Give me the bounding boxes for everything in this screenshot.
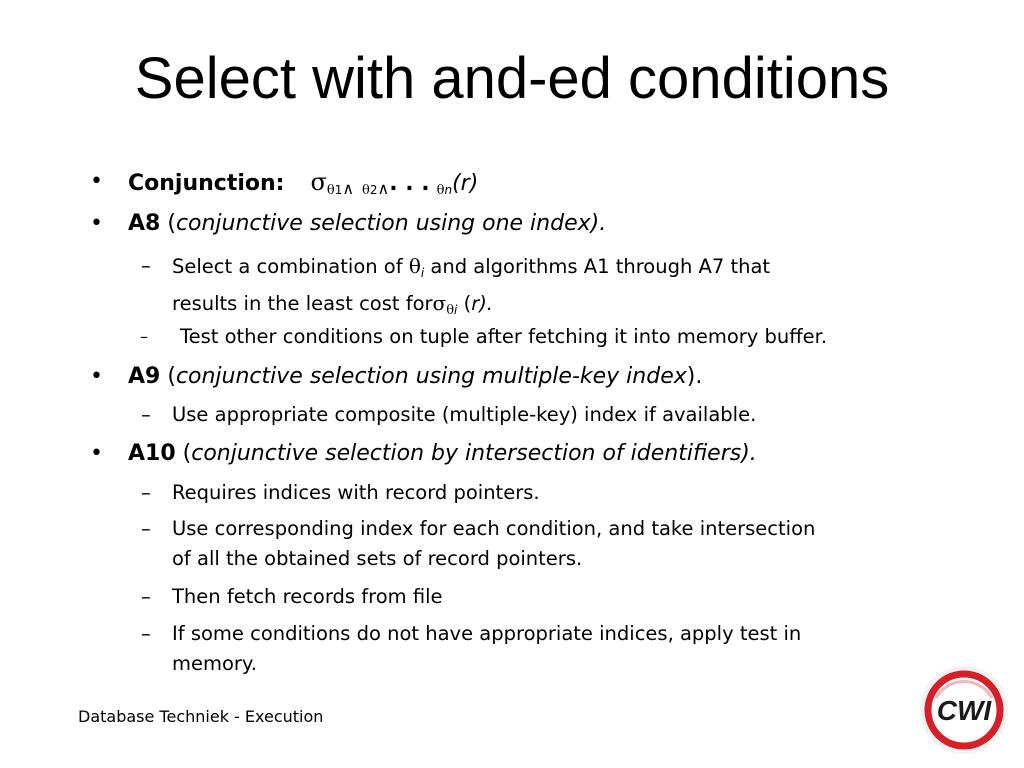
paren: ( <box>463 292 472 315</box>
theta-symbol: θ <box>408 254 421 278</box>
list-item-a9 <box>90 363 703 391</box>
dash-marker: – <box>141 517 151 540</box>
subscript-1: 1 <box>334 183 343 197</box>
relation-r: (r) <box>452 171 479 196</box>
theta-symbol: θ <box>446 303 455 318</box>
subscript-n: n <box>444 183 453 197</box>
dash-marker: – <box>141 585 151 608</box>
list-item-a8 <box>90 210 607 238</box>
a8-description: conjunctive selection using one index). <box>175 211 607 236</box>
list-subitem-a8-2 <box>140 322 940 352</box>
and-symbol: ∧ <box>342 179 355 198</box>
list-subitem-a10-1 <box>141 478 932 508</box>
ellipsis: . . . <box>389 171 430 196</box>
list-subitem-a10-4 <box>141 619 932 679</box>
a9-label: A9 <box>128 364 161 389</box>
sigma-symbol: σ <box>432 291 447 315</box>
bullet-marker: • <box>90 441 103 466</box>
subscript-i: i <box>454 303 458 317</box>
list-item-a10 <box>90 440 757 468</box>
paren: ( <box>182 441 192 466</box>
a10-label: A10 <box>128 441 176 466</box>
dash-marker: – <box>141 254 151 277</box>
a9-description: conjunctive selection using multiple-key index <box>175 364 687 389</box>
theta-symbol: θ <box>326 183 335 198</box>
dash-marker: – <box>141 622 151 645</box>
paren: ( <box>167 364 176 389</box>
relation-r: r). <box>471 292 494 315</box>
subscript-i: i <box>420 266 425 280</box>
text: If some conditions do not have appropriate indices, apply test in <box>172 622 802 645</box>
text: Use corresponding index for each condition, and take intersection <box>172 517 816 540</box>
footer-text: Database Techniek - Execution <box>78 707 324 726</box>
text: results in the least cost for <box>172 292 433 315</box>
conjunction-label: Conjunction: <box>128 171 285 196</box>
logo-text: CWI <box>936 695 992 726</box>
text: Test other conditions on tuple after fetching it into memory buffer. <box>180 325 828 348</box>
list-subitem-a10-2 <box>141 514 932 574</box>
text: Then fetch records from file <box>172 585 443 608</box>
text: Requires indices with record pointers. <box>172 481 540 504</box>
bullet-marker: • <box>90 211 103 236</box>
list-item-conjunction <box>90 168 479 205</box>
sigma-symbol: σ <box>310 168 327 196</box>
list-subitem-a9-1 <box>141 400 932 430</box>
slide-title: Select with and-ed conditions <box>134 46 890 111</box>
text: Select a combination of <box>172 255 403 278</box>
bullet-marker: • <box>90 169 103 194</box>
list-subitem-a8-1 <box>141 251 932 326</box>
text: Use appropriate composite (multiple-key) index if available. <box>172 403 757 426</box>
subscript-2: 2 <box>369 183 378 197</box>
theta-symbol: θ <box>436 183 445 198</box>
dash-marker: – <box>141 403 151 426</box>
text: of all the obtained sets of record pointers. <box>172 547 583 570</box>
bullet-marker: • <box>90 364 103 389</box>
and-symbol: ∧ <box>377 179 390 198</box>
dash-marker: – <box>141 481 151 504</box>
list-subitem-a10-3 <box>141 582 932 612</box>
theta-symbol: θ <box>362 183 370 198</box>
dash-marker: – <box>140 327 148 346</box>
text: and algorithms A1 through A7 that <box>430 255 771 278</box>
cwi-logo <box>918 664 1010 756</box>
paren: ). <box>686 364 703 389</box>
paren: ( <box>167 211 176 236</box>
text: memory. <box>172 652 257 675</box>
a10-description: conjunctive selection by intersection of identifiers). <box>191 441 757 466</box>
a8-label: A8 <box>128 211 161 236</box>
